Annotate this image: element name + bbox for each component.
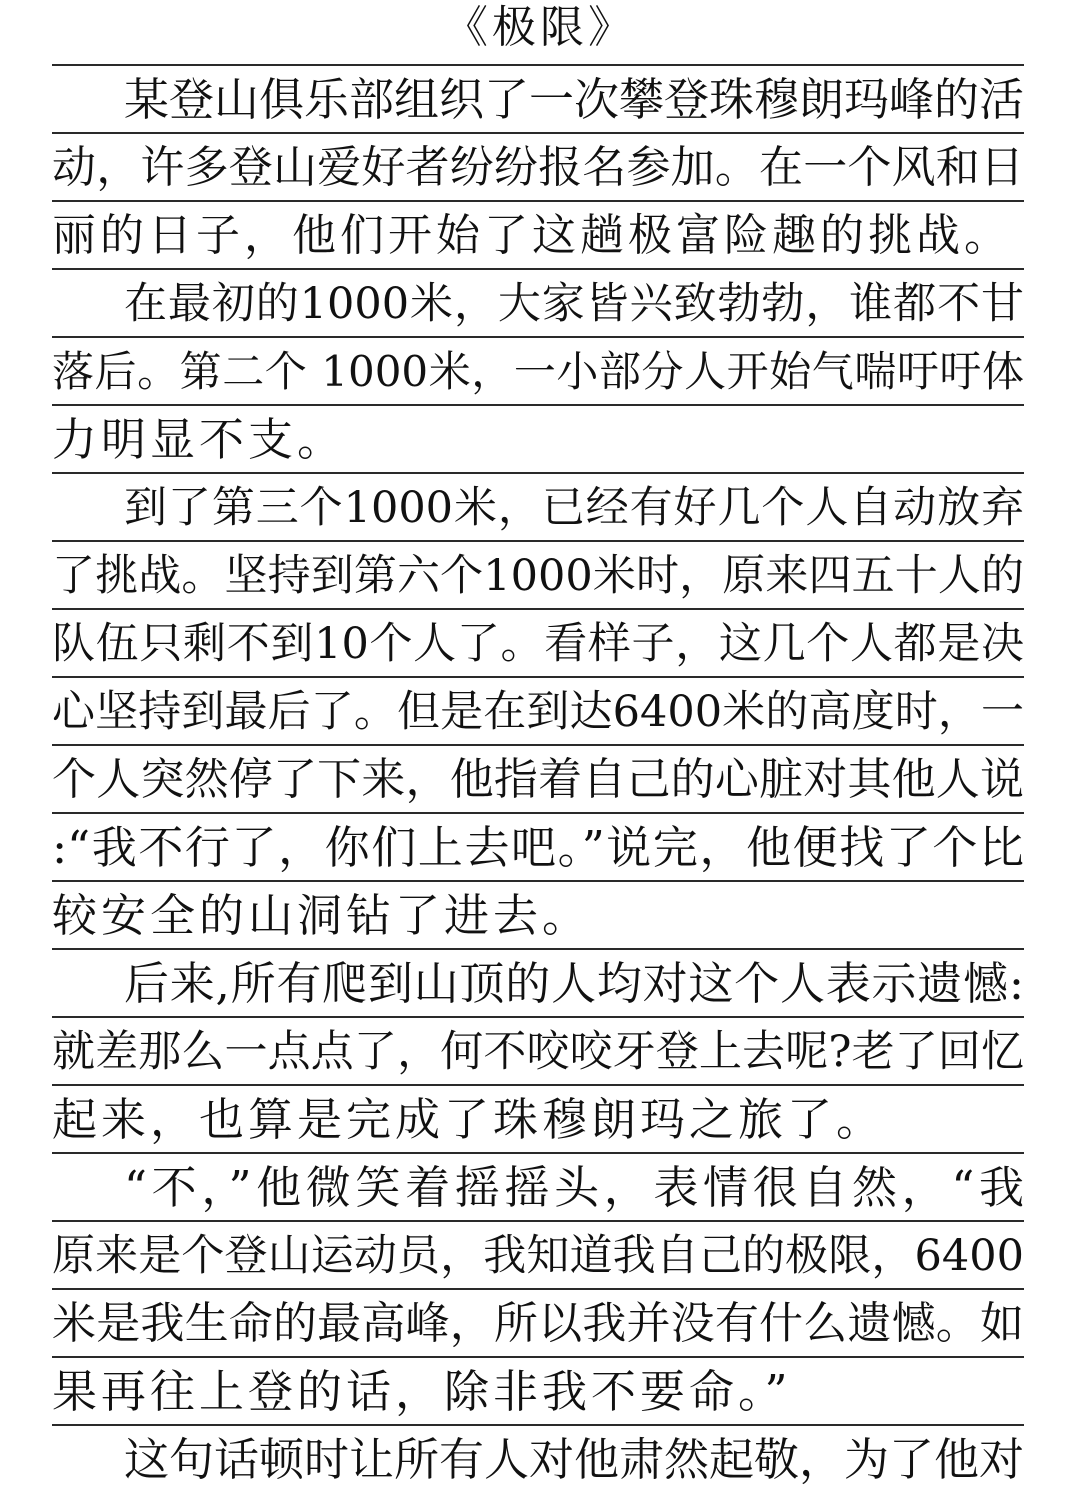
- ruled-lines: [52, 64, 1024, 1492]
- text-line: [52, 404, 1024, 472]
- text-line: [52, 676, 1024, 744]
- line-text: “不，”他微笑着摇摇头，表情很自然，“我: [124, 1161, 1024, 1214]
- line-text: 个人突然停了下来，他指着自己的心脏对其他人说: [52, 754, 1024, 805]
- text-line: [52, 1288, 1024, 1356]
- text-line: [52, 744, 1024, 812]
- line-text: 果再往上登的话，除非我不要命。”: [52, 1365, 792, 1418]
- line-text: 后来,所有爬到山顶的人均对这个人表示遗憾:: [124, 957, 1024, 1010]
- text-line: [52, 1016, 1024, 1084]
- text-line: [52, 1356, 1024, 1424]
- line-text: 丽的日子，他们开始了这趟极富险趣的挑战。: [52, 210, 1012, 261]
- line-text: 力明显不支。: [52, 413, 347, 466]
- line-text: 就差那么一点点了，何不咬咬牙登上去呢?老了回忆: [52, 1027, 1024, 1077]
- line-text: 起来，也算是完成了珠穆朗玛之旅了。: [52, 1093, 886, 1146]
- line-text: 较安全的山洞钻了进去。: [52, 889, 592, 942]
- line-text: 在最初的1000米，大家皆兴致勃勃，谁都不甘: [124, 279, 1024, 329]
- text-line: [52, 64, 1024, 132]
- line-text: 动，许多登山爱好者纷纷报名参加。在一个风和日: [52, 142, 1024, 193]
- line-text: 这句话顿时让所有人对他肃然起敬，为了他对: [124, 1433, 1025, 1486]
- line-text: :“我不行了，你们上去吧。”说完，他便找了个比: [52, 821, 1024, 874]
- text-line: [52, 268, 1024, 336]
- line-text: 到了第三个1000米，已经有好几个人自动放弃: [124, 483, 1024, 533]
- line-text: 落后。第二个 1000米，一小部分人开始气喘吁吁体: [52, 347, 1024, 396]
- text-line: [52, 1220, 1024, 1288]
- text-line: [52, 880, 1024, 948]
- line-text: 原来是个登山运动员，我知道我自己的极限，6400: [52, 1231, 1024, 1281]
- line-text: 心坚持到最后了。但是在到达6400米的高度时，一: [52, 687, 1024, 737]
- text-line: [52, 1152, 1024, 1220]
- text-line: [52, 200, 1024, 268]
- text-line: [52, 472, 1024, 540]
- line-text: 某登山俱乐部组织了一次攀登珠穆朗玛峰的活: [124, 73, 1025, 126]
- text-line: [52, 540, 1024, 608]
- line-text: 米是我生命的最高峰，所以我并没有什么遗憾。如: [52, 1298, 1024, 1349]
- text-line: [52, 1084, 1024, 1152]
- text-line: [52, 132, 1024, 200]
- line-text: 了挑战。坚持到第六个1000米时，原来四五十人的: [52, 551, 1024, 601]
- essay-title: 《极限》: [444, 2, 636, 53]
- text-line: [52, 336, 1024, 404]
- text-line: [52, 948, 1024, 1016]
- line-text: 队伍只剩不到10个人了。看样子，这几个人都是决: [52, 619, 1024, 669]
- text-line: [52, 812, 1024, 880]
- text-line: [52, 608, 1024, 676]
